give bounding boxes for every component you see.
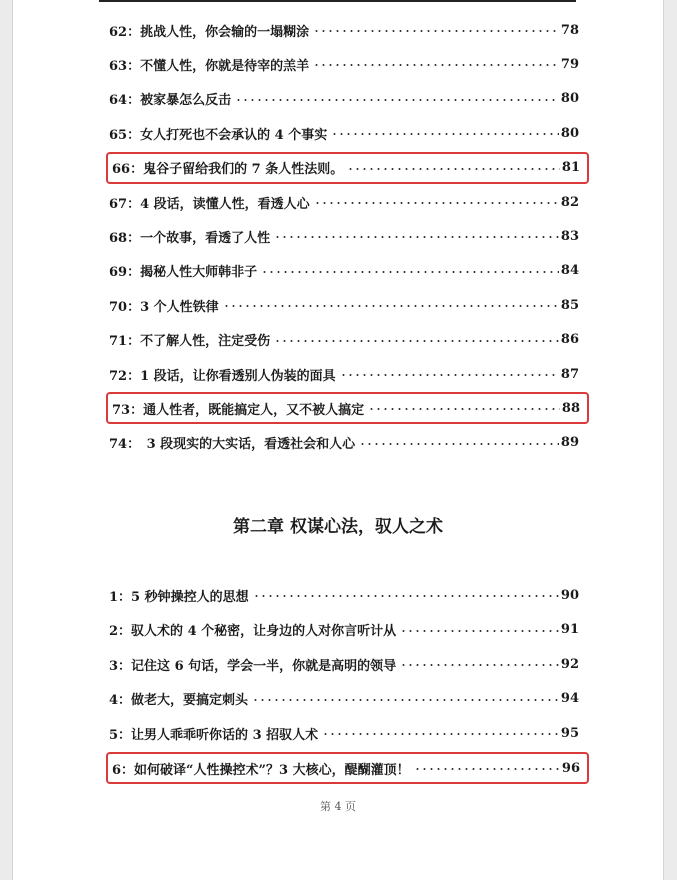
toc-entry[interactable] <box>109 324 579 356</box>
toc-entry-title: 2：驭人术的 4 个秘密，让身边的人对你言听计从 <box>109 624 397 640</box>
toc-entry[interactable] <box>109 289 579 321</box>
toc-entry-page-number: 92 <box>560 656 579 672</box>
toc-entry[interactable] <box>109 614 579 646</box>
toc-entry[interactable] <box>109 48 579 80</box>
toc-entry[interactable] <box>109 648 579 680</box>
toc-entry-page-number: 90 <box>560 587 579 603</box>
toc-entry[interactable] <box>109 358 579 390</box>
toc-entry[interactable] <box>109 220 579 252</box>
dot-leader <box>400 628 559 634</box>
toc-entry-page-number: 80 <box>560 125 579 141</box>
dot-leader <box>368 406 560 412</box>
toc-entry[interactable] <box>109 579 579 611</box>
dot-leader <box>313 28 559 34</box>
toc-entry-title: 70：3 个人性铁律 <box>109 299 219 315</box>
dot-leader <box>252 697 559 703</box>
dot-leader <box>340 372 559 378</box>
dot-leader <box>313 62 559 68</box>
toc-entry-page-number: 83 <box>560 228 579 244</box>
toc-entry-title: 73：通人性者，既能搞定人，又不被人搞定 <box>112 402 365 418</box>
toc-entry[interactable] <box>109 717 579 749</box>
toc-entry-title: 3：记住这 6 句话，学会一半，你就是高明的领导 <box>109 658 397 674</box>
dot-leader <box>235 97 559 103</box>
toc-entry-highlighted[interactable] <box>106 752 589 784</box>
toc-entry-page-number: 80 <box>560 91 579 107</box>
dot-leader <box>414 766 560 772</box>
toc-entry-title: 6：如何破译“人性操控术”？3 大核心，醍醐灌顶！ <box>112 762 410 778</box>
toc-entry[interactable] <box>109 427 579 459</box>
toc-entry-page-number: 86 <box>560 332 579 348</box>
dot-leader <box>322 731 559 737</box>
dot-leader <box>314 200 559 206</box>
toc-entry-page-number: 89 <box>560 435 579 451</box>
toc-entry-title: 63：不懂人性，你就是待宰的羔羊 <box>109 58 310 74</box>
toc-entry-page-number: 95 <box>560 725 579 741</box>
toc-entry-title: 64：被家暴怎么反击 <box>109 93 232 109</box>
toc-entry-highlighted[interactable] <box>106 152 589 184</box>
toc-entry[interactable] <box>109 117 579 149</box>
toc-entry-page-number: 91 <box>560 622 579 638</box>
toc-entry-page-number: 96 <box>561 760 580 776</box>
toc-entry-page-number: 81 <box>561 160 580 176</box>
dot-leader <box>223 303 559 309</box>
toc-entry[interactable] <box>109 83 579 115</box>
toc-entry-page-number: 78 <box>560 22 579 38</box>
toc-entry-page-number: 85 <box>560 297 579 313</box>
toc-entry[interactable] <box>109 186 579 218</box>
toc-entry-page-number: 87 <box>560 366 579 382</box>
toc-entry-title: 72：1 段话，让你看透别人伪装的面具 <box>109 368 336 384</box>
toc-entry-title: 1：5 秒钟操控人的思想 <box>109 589 249 605</box>
dot-leader <box>359 441 559 447</box>
toc-entry-title: 74： 3 段现实的大实话，看透社会和人心 <box>109 437 356 453</box>
dot-leader <box>261 269 559 275</box>
toc-entry-title: 69：揭秘人性大师韩非子 <box>109 265 258 281</box>
chapter-title: 第二章 权谋心法，驭人之术 <box>233 517 443 537</box>
dot-leader <box>400 662 559 668</box>
dot-leader <box>331 131 559 137</box>
toc-entry-page-number: 94 <box>560 691 579 707</box>
toc-entry-title: 68：一个故事，看透了人性 <box>109 230 271 246</box>
toc-entry-title: 62：挑战人性，你会输的一塌糊涂 <box>109 24 310 40</box>
toc-entry-title: 65：女人打死也不会承认的 4 个事实 <box>109 127 328 143</box>
toc-entry-title: 67：4 段话，读懂人性，看透人心 <box>109 196 310 212</box>
toc-entry-page-number: 88 <box>561 400 580 416</box>
toc-entry-highlighted[interactable] <box>106 392 589 424</box>
document-page <box>12 0 664 880</box>
toc-entry-page-number: 82 <box>560 194 579 210</box>
dot-leader <box>274 338 559 344</box>
page-footer: 第 4 页 <box>320 800 356 813</box>
dot-leader <box>253 593 559 599</box>
toc-entry-title: 5：让男人乖乖听你话的 3 招驭人术 <box>109 727 319 743</box>
top-rule <box>99 0 576 2</box>
toc-entry[interactable] <box>109 14 579 46</box>
toc-entry[interactable] <box>109 683 579 715</box>
toc-entry-title: 66：鬼谷子留给我们的 7 条人性法则。 <box>112 162 344 178</box>
toc-entry-title: 4：做老大，要搞定刺头 <box>109 693 249 709</box>
toc-entry-title: 71：不了解人性，注定受伤 <box>109 334 271 350</box>
toc-entry[interactable] <box>109 255 579 287</box>
toc-entry-page-number: 79 <box>560 56 579 72</box>
dot-leader <box>274 234 559 240</box>
dot-leader <box>347 166 560 172</box>
toc-entry-page-number: 84 <box>560 263 579 279</box>
